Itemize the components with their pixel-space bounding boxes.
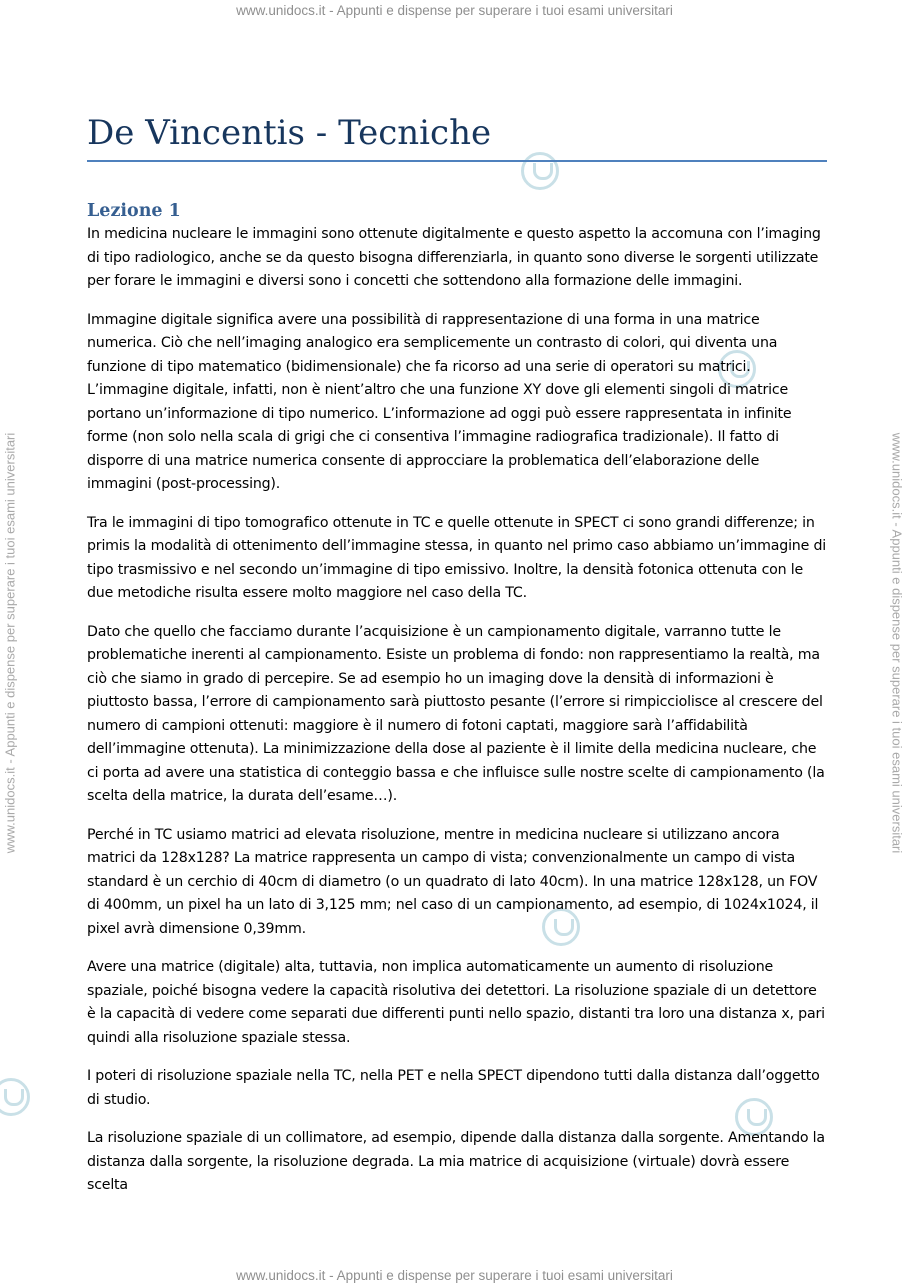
title-underline	[87, 160, 827, 162]
watermark-header: www.unidocs.it - Appunti e dispense per superare i tuoi esami universitari	[236, 3, 673, 18]
section-heading: Lezione 1	[87, 201, 181, 221]
paragraph: I poteri di risoluzione spaziale nella TC, nella PET e nella SPECT dipendono tutti dalla distanza dall’oggetto di studio.	[87, 1068, 820, 1108]
watermark-side-right: www.unidocs.it - Appunti e dispense per superare i tuoi esami universitari	[889, 432, 905, 854]
paragraph: Dato che quello che facciamo durante l’acquisizione è un campionamento digitale, varranno tutte le problematiche inerenti al campionamento. Esiste un problema di fondo: non rappresentiamo la realtà, ma ciò che siamo in grado di percepire. Se ad esempio ho un imaging dove la densità di informazioni è piuttosto bassa, l’errore di campionamento sarà piuttosto pesante (l’errore si rimpicciolisce al crescere del numero di campioni ottenuti: maggiore è il numero di fotoni captati, maggiore sarà l’affidabilità dell’immagine ottenuta). La minimizzazione della dose al paziente è il limite della medicina nucleare, che ci porta ad avere una statistica di conteggio bassa e che influisce sulle nostre scelte di campionamento (la scelta della matrice, la durata dell’esame…).	[87, 623, 825, 804]
paragraph: Tra le immagini di tipo tomografico ottenute in TC e quelle ottenute in SPECT ci sono grandi differenze; in primis la modalità di ottenimento dell’immagine stessa, in quanto nel primo caso abbiamo un’immagine di tipo trasmissivo e nel secondo un’immagine di tipo emissivo. Inoltre, la densità fotonica ottenuta con le due metodiche risulta essere molto maggiore nel caso della TC.	[87, 514, 826, 601]
document-body	[87, 110, 827, 1213]
paragraph: Avere una matrice (digitale) alta, tuttavia, non implica automaticamente un aumento di risoluzione spaziale, poiché bisogna vedere la capacità risolutiva dei detettori. La risoluzione spaziale di un detettore è la capacità di vedere come separati due differenti punti nello spazio, distanti tra loro una distanza x, pari quindi alla risoluzione spaziale stessa.	[87, 959, 825, 1046]
paragraph: Immagine digitale significa avere una possibilità di rappresentazione di una forma in una matrice numerica. Ciò che nell’imaging analogico era semplicemente un contrasto di colori, qui diventa una funzione di tipo matematico (bidimensionale) che fa ricorso ad una serie di operatori su matrici. L’immagine digitale, infatti, non è nient’altro che una funzione XY dove gli elementi singoli di matrice portano un’informazione di tipo numerico. L’informazione ad oggi può essere rappresentata in infinite forme (non solo nella scala di grigi che ci consentiva l’immagine radiografica tradizionale). Il fatto di disporre di una matrice numerica consente di approcciare la problematica dell’elaborazione delle immagini (post-processing).	[87, 311, 792, 492]
watermark-side-left: www.unidocs.it - Appunti e dispense per superare i tuoi esami universitari	[2, 432, 18, 854]
document-title: De Vincentis - Tecniche	[87, 113, 492, 153]
paragraph: Perché in TC usiamo matrici ad elevata risoluzione, mentre in medicina nucleare si utilizzano ancora matrici da 128x128? La matrice rappresenta un campo di vista; convenzionalmente un campo di vista standard è un cerchio di 40cm di diametro (o un quadrato di lato 40cm). In una matrice 128x128, un FOV di 400mm, un pixel ha un lato di 3,125 mm; nel caso di un campionamento, ad esempio, di 1024x1024, il pixel avrà dimensione 0,39mm.	[87, 826, 819, 937]
paragraph: La risoluzione spaziale di un collimatore, ad esempio, dipende dalla distanza dalla sorgente. Amentando la distanza dalla sorgente, la risoluzione degrada. La mia matrice di acquisizione (virtuale) dovrà essere scelta	[87, 1130, 825, 1193]
watermark-footer: www.unidocs.it - Appunti e dispense per superare i tuoi esami universitari	[236, 1268, 673, 1283]
paragraph: In medicina nucleare le immagini sono ottenute digitalmente e questo aspetto la accomuna con l’imaging di tipo radiologico, anche se da questo bisogna differenziarla, in quanto sono diverse le sorgenti utilizzate per forare le immagini e diversi sono i concetti che sottendono alla formazione delle immagini.	[87, 226, 821, 289]
unidocs-logo-icon	[0, 1078, 30, 1116]
